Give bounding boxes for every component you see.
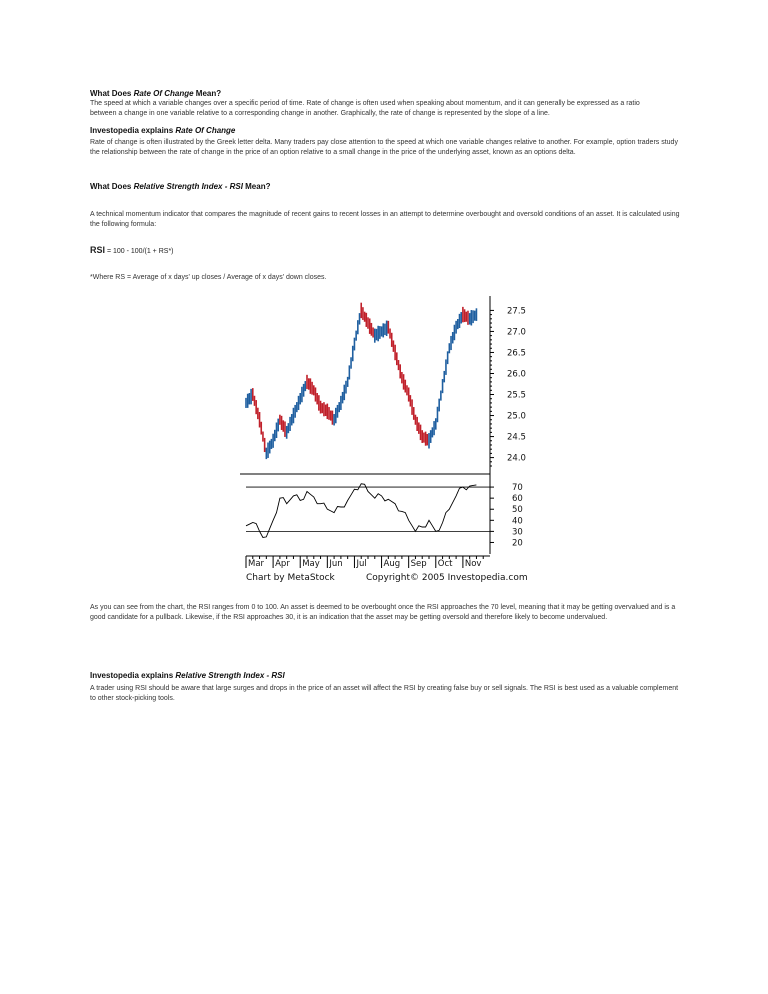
rsi-definition: A technical momentum indicator that compares the magnitude of recent gains to recent losses in an attempt to determine overbought and oversold conditions of an asset. It is calculated using the following formula:: [90, 211, 680, 228]
rsi-tick-label: 40: [512, 516, 523, 527]
roc-heading: [90, 89, 680, 99]
price-tick-label: 27.5: [507, 306, 526, 317]
roc-explains-term: Rate Of Change: [175, 126, 236, 135]
rsi-formula: [90, 244, 680, 258]
rsi-price-chart: [240, 296, 530, 586]
month-label: Sep: [410, 559, 427, 569]
price-tick-label: 26.5: [507, 348, 526, 359]
price-tick-label: 24.5: [507, 432, 526, 443]
month-label: Nov: [464, 559, 482, 569]
price-panel: [246, 303, 476, 459]
rsi-explains-term: Relative Strength Index - RSI: [175, 671, 285, 680]
month-label: Aug: [383, 559, 401, 569]
month-label: Jul: [356, 559, 367, 569]
rsi-chart-explanation: As you can see from the chart, the RSI ranges from 0 to 100. An asset is deemed to be overbought once the RSI approaches the 70 level, meaning that it may be getting overvalued and is a good candidate for a pullback. Likewise, if the RSI approaches 30, it is an indication that the asset may be getting oversold and therefore likely to become undervalued.: [90, 604, 676, 621]
month-label: Mar: [248, 559, 265, 569]
month-label: Oct: [437, 559, 453, 569]
month-label: May: [302, 559, 320, 569]
roc-heading-term: Rate Of Change: [133, 89, 194, 98]
price-tick-label: 24.0: [507, 453, 526, 464]
roc-explains-pre: Investopedia explains: [90, 126, 176, 135]
formula-note: *Where RS = Average of x days' up closes / Average of x days' down closes.: [90, 274, 327, 281]
rsi-explains-text: A trader using RSI should be aware that large surges and drops in the price of an asset will affect the RSI by creating false buy or sell signals. The RSI is best used as a valuable complement to other stock-picking tools.: [90, 685, 679, 702]
rsi-tick-label: 60: [512, 494, 523, 505]
price-tick-label: 26.0: [507, 369, 526, 380]
month-label: Jun: [329, 559, 343, 569]
roc-heading-pre: What Does: [90, 89, 134, 98]
rsi-panel: [246, 484, 490, 538]
formula-label: RSI: [90, 245, 106, 255]
roc-explains-heading: [90, 126, 680, 136]
roc-explains-text: Rate of change is often illustrated by the Greek letter delta. Many traders pay close attention to the speed at which one variable changes relative to another. For example, option traders study the relationship between the rate of change in the price of an option relative to a small change in the price of the underlying asset, known as an options delta.: [90, 139, 678, 156]
roc-heading-post: Mean?: [193, 89, 222, 98]
rsi-tick-label: 50: [512, 505, 523, 516]
formula-body: = 100 - 100/(1 + RS*): [105, 248, 174, 255]
rsi-heading: [90, 182, 680, 192]
price-tick-label: 27.0: [507, 327, 526, 338]
rsi-tick-label: 70: [512, 483, 523, 494]
chart-credit: Chart by MetaStock: [246, 573, 335, 583]
chart-copyright: Copyright© 2005 Investopedia.com: [366, 573, 528, 583]
rsi-heading-post: Mean?: [242, 182, 271, 191]
rsi-heading-pre: What Does: [90, 182, 134, 191]
rsi-line: [246, 484, 476, 538]
price-tick-label: 25.5: [507, 390, 526, 401]
rsi-heading-term: Relative Strength Index - RSI: [133, 182, 243, 191]
rsi-tick-label: 20: [512, 538, 523, 549]
month-label: Apr: [275, 559, 290, 569]
roc-definition: The speed at which a variable changes over a specific period of time. Rate of change is often used when speaking about momentum, and it can generally be expressed as a ratio between a change in one variable relative to a corresponding change in another. Graphically, the rate of change is represented by the slope of a line.: [90, 100, 640, 117]
rsi-tick-label: 30: [512, 527, 523, 538]
rsi-explains-pre: Investopedia explains: [90, 671, 176, 680]
price-tick-label: 25.0: [507, 411, 526, 422]
rsi-explains-heading: [90, 671, 680, 681]
